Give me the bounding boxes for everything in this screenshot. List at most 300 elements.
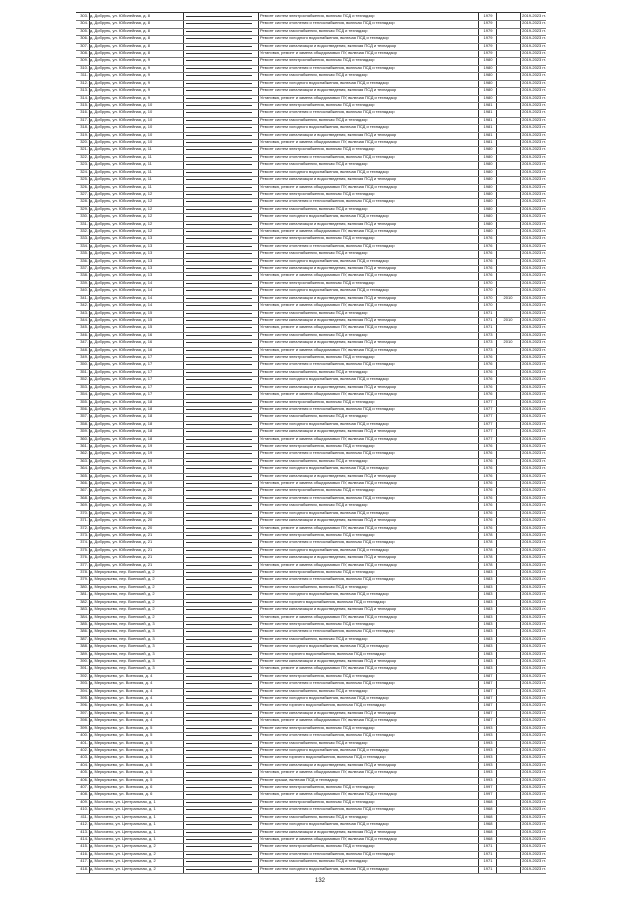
row-planned-period: 2019-2023 гг. [522, 228, 546, 233]
row-blank-field [186, 154, 252, 158]
row-build-year: 1983 [483, 643, 493, 649]
row-address: д. Добрунь, ул. Юбилейная, д. 12 [90, 213, 153, 219]
row-planned-period: 2019-2023 гг. [522, 702, 546, 708]
row-last-repair-year [497, 436, 519, 441]
row-build-year: 1980 [483, 72, 493, 78]
row-number: 327. [80, 190, 88, 196]
row-number: 332. [80, 228, 88, 233]
row-blank-field [186, 480, 252, 484]
row-planned-period: 2019-2023 гг. [522, 190, 546, 196]
row-planned-period: 2019-2023 гг. [522, 465, 546, 471]
row-work-type: Установка, ремонт и замена общедомовых ПУ, включая ПСД и технадзор [260, 769, 397, 775]
row-planned-period: 2019-2023 гг. [522, 509, 546, 515]
row-last-repair-year [497, 665, 519, 670]
row-build-year: 1976 [483, 265, 493, 271]
row-last-repair-year [497, 502, 519, 507]
row-address: д. Меркульево, ул. Военская, д. 4 [90, 709, 153, 715]
row-work-type: Ремонт систем газоснабжения, включая ПСД и технадзор [260, 583, 368, 589]
row-last-repair-year [497, 866, 519, 871]
row-blank-field [186, 65, 252, 69]
row-work-type: Ремонт систем электроснабжения, включая ПСД и технадзор [260, 235, 375, 241]
row-build-year: 1973 [483, 331, 493, 337]
row-blank-field [186, 139, 252, 143]
row-number: 381. [80, 591, 88, 597]
row-work-type: Ремонт систем электроснабжения, включая ПСД и технадзор [260, 620, 375, 626]
row-work-type: Ремонт систем газоснабжения, включая ПСД и технадзор [260, 72, 368, 78]
row-address: д. Добрунь, ул. Юбилейная, д. 10 [90, 139, 153, 145]
row-work-type: Ремонт систем электроснабжения, включая ПСД и технадзор [260, 13, 375, 18]
row-last-repair-year [497, 554, 519, 559]
row-work-type: Установка, ремонт и замена общедомовых ПУ, включая ПСД и технадзор [260, 791, 397, 797]
row-planned-period: 2019-2023 гг. [522, 279, 546, 285]
row-work-type: Ремонт систем канализации и водоотведения, включая ПСД и технадзор [260, 658, 397, 663]
row-address: д. Меркульево, ул. Военская, д. 5 [90, 754, 153, 760]
row-address: д. Добрунь, ул. Юбилейная, д. 20 [90, 524, 153, 530]
row-work-type: Ремонт систем газоснабжения, включая ПСД и технадзор [260, 331, 368, 337]
row-work-type: Ремонт систем холодного водоснабжения, включая ПСД и технадзор [260, 746, 389, 752]
row-address: д. Меркульево, ул. Военская, д. 4 [90, 695, 153, 701]
row-last-repair-year [497, 161, 519, 166]
row-build-year: 1968 [483, 828, 493, 834]
row-work-type: Установка, ремонт и замена общедомовых ПУ, включая ПСД и технадзор [260, 139, 397, 145]
row-planned-period: 2019-2023 гг. [522, 576, 546, 582]
row-number: 350. [80, 361, 88, 367]
row-blank-field [186, 584, 252, 588]
row-planned-period: 2019-2023 гг. [522, 739, 546, 745]
row-planned-period: 2019-2023 гг. [522, 368, 546, 374]
row-blank-field [186, 235, 252, 239]
row-blank-field [186, 213, 252, 217]
row-number: 390. [80, 658, 88, 663]
row-last-repair-year [497, 169, 519, 174]
row-blank-field [186, 695, 252, 699]
row-number: 393. [80, 680, 88, 686]
row-last-repair-year [497, 769, 519, 774]
row-work-type: Установка, ремонт и замена общедомовых ПУ, включая ПСД и технадзор [260, 613, 397, 619]
row-last-repair-year [497, 495, 519, 500]
row-number: 358. [80, 420, 88, 426]
row-number: 359. [80, 428, 88, 434]
row-blank-field [186, 754, 252, 758]
row-planned-period: 2019-2023 гг. [522, 20, 546, 26]
row-address: д. Добрунь, ул. Юбилейная, д. 9 [90, 79, 150, 85]
row-last-repair-year [497, 784, 519, 789]
row-address: д. Добрунь, ул. Юбилейная, д. 21 [90, 554, 153, 560]
row-work-type: Ремонт систем холодного водоснабжения, включая ПСД и технадзор [260, 79, 389, 85]
row-planned-period: 2019-2023 гг. [522, 850, 546, 856]
row-work-type: Ремонт систем холодного водоснабжения, включая ПСД и технадзор [260, 287, 389, 293]
row-number: 368. [80, 494, 88, 500]
row-blank-field [186, 525, 252, 529]
row-work-type: Ремонт систем холодного водоснабжения, включая ПСД и технадзор [260, 213, 389, 219]
row-planned-period: 2019-2023 гг. [522, 813, 546, 819]
row-blank-field [186, 436, 252, 440]
row-build-year: 1997 [483, 784, 493, 790]
row-last-repair-year [497, 576, 519, 581]
row-address: д. Молочено, ул. Центральная, д. 1 [90, 806, 156, 812]
row-planned-period: 2019-2023 гг. [522, 354, 546, 360]
row-address: д. Добрунь, ул. Юбилейная, д. 13 [90, 250, 153, 256]
row-blank-field [186, 354, 252, 358]
row-blank-field [186, 777, 252, 781]
row-build-year: 1971 [483, 865, 493, 871]
row-work-type: Ремонт систем холодного водоснабжения, включая ПСД и технадзор [260, 124, 389, 130]
row-work-type: Ремонт крыши, включая ПСД и технадзор [260, 776, 338, 782]
row-blank-field [186, 688, 252, 692]
row-build-year: 1976 [483, 383, 493, 389]
row-last-repair-year [497, 680, 519, 685]
row-last-repair-year [497, 443, 519, 448]
row-build-year: 1980 [483, 146, 493, 152]
row-address: д. Добрунь, ул. Юбилейная, д. 20 [90, 502, 153, 508]
row-blank-field [186, 821, 252, 825]
row-address: д. Добрунь, ул. Юбилейная, д. 11 [90, 168, 152, 174]
row-address: д. Добрунь, ул. Юбилейная, д. 21 [90, 531, 153, 537]
row-build-year: 1976 [483, 517, 493, 523]
row-last-repair-year [497, 806, 519, 811]
row-number: 375. [80, 546, 88, 552]
row-blank-field [186, 50, 252, 54]
row-work-type: Ремонт систем отопления и теплоснабжения, включая ПСД и технадзор [260, 109, 395, 115]
row-address: д. Добрунь, ул. Юбилейная, д. 21 [90, 539, 153, 545]
row-blank-field [186, 339, 252, 343]
row-work-type: Ремонт систем канализации и водоотведения, включая ПСД и технадзор [260, 294, 397, 300]
row-build-year: 1978 [483, 531, 493, 537]
row-address: д. Добрунь, ул. Юбилейная, д. 18 [90, 398, 153, 404]
row-number: 325. [80, 176, 88, 182]
row-planned-period: 2019-2023 гг. [522, 131, 546, 137]
row-number: 403. [80, 754, 88, 760]
row-planned-period: 2019-2023 гг. [522, 101, 546, 107]
row-number: 416. [80, 850, 88, 856]
row-last-repair-year [497, 57, 519, 62]
row-number: 326. [80, 183, 88, 189]
row-planned-period: 2019-2023 гг. [522, 205, 546, 211]
row-blank-field [186, 20, 252, 24]
row-planned-period: 2019-2023 гг. [522, 709, 546, 715]
row-build-year: 1976 [483, 391, 493, 397]
row-address: д. Добрунь, ул. Юбилейная, д. 15 [90, 309, 153, 315]
row-number: 406. [80, 776, 88, 782]
row-planned-period: 2019-2023 гг. [522, 450, 546, 456]
row-work-type: Ремонт систем газоснабжения, включая ПСД и технадзор [260, 309, 368, 315]
row-build-year: 1970 [483, 294, 493, 300]
row-planned-period: 2019-2023 гг. [522, 858, 546, 864]
row-number: 396. [80, 702, 88, 708]
row-last-repair-year [497, 109, 519, 114]
row-planned-period: 2019-2023 гг. [522, 717, 546, 723]
row-last-repair-year [497, 754, 519, 759]
row-blank-field [186, 421, 252, 425]
row-number: 405. [80, 769, 88, 775]
row-blank-field [186, 450, 252, 454]
row-work-type: Ремонт систем газоснабжения, включая ПСД и технадзор [260, 368, 368, 374]
row-planned-period: 2019-2023 гг. [522, 213, 546, 219]
row-number: 407. [80, 784, 88, 790]
row-address: д. Молочено, ул. Центральная, д. 2 [90, 865, 156, 871]
row-planned-period: 2019-2023 гг. [522, 554, 546, 560]
row-number: 346. [80, 331, 88, 337]
row-address: д. Добрунь, ул. Юбилейная, д. 8 [90, 50, 150, 56]
row-number: 377. [80, 561, 88, 567]
row-planned-period: 2019-2023 гг. [522, 50, 546, 56]
row-work-type: Ремонт систем канализации и водоотведения, включая ПСД и технадзор [260, 316, 397, 322]
row-address: д. Добрунь, ул. Юбилейная, д. 17 [90, 361, 153, 367]
row-work-type: Ремонт систем газоснабжения, включая ПСД и технадзор [260, 635, 368, 641]
row-address: д. Добрунь, ул. Юбилейная, д. 21 [90, 546, 153, 552]
row-address: д. Молочено, ул. Центральная, д. 1 [90, 813, 156, 819]
row-work-type: Ремонт систем канализации и водоотведения, включая ПСД и технадзор [260, 709, 397, 715]
row-build-year: 1983 [483, 635, 493, 641]
row-work-type: Ремонт систем электроснабжения, включая ПСД и технадзор [260, 279, 375, 285]
row-blank-field [186, 665, 252, 669]
row-address: д. Добрунь, ул. Юбилейная, д. 20 [90, 487, 153, 493]
row-build-year: 1987 [483, 687, 493, 693]
row-build-year: 1983 [483, 613, 493, 619]
row-blank-field [186, 124, 252, 128]
row-number: 345. [80, 324, 88, 330]
table-row [76, 866, 546, 874]
row-blank-field [186, 784, 252, 788]
row-work-type: Ремонт систем канализации и водоотведения, включая ПСД и технадзор [260, 828, 397, 834]
row-number: 328. [80, 198, 88, 204]
row-number: 349. [80, 354, 88, 360]
row-work-type: Ремонт систем электроснабжения, включая ПСД и технадзор [260, 487, 375, 493]
row-address: д. Добрунь, ул. Юбилейная, д. 9 [90, 87, 150, 93]
row-address: д. Меркульево, пер. Военский, д. 3 [90, 643, 155, 649]
row-planned-period: 2019-2023 гг. [522, 139, 546, 145]
row-blank-field [186, 680, 252, 684]
row-address: д. Добрунь, ул. Юбилейная, д. 10 [90, 116, 153, 122]
row-work-type: Ремонт систем холодного водоснабжения, включая ПСД и технадзор [260, 695, 389, 701]
row-work-type: Ремонт систем отопления и теплоснабжения, включая ПСД и технадзор [260, 361, 395, 367]
row-planned-period: 2019-2023 гг. [522, 57, 546, 63]
row-build-year: 1993 [483, 769, 493, 775]
row-address: д. Добрунь, ул. Юбилейная, д. 20 [90, 494, 153, 500]
row-number: 303. [80, 13, 88, 18]
row-address: д. Меркульево, пер. Военский, д. 3 [90, 650, 155, 656]
row-build-year: 1980 [483, 87, 493, 93]
row-build-year: 1976 [483, 450, 493, 456]
row-blank-field [186, 443, 252, 447]
row-last-repair-year [497, 250, 519, 255]
row-blank-field [186, 621, 252, 625]
row-work-type: Ремонт систем холодного водоснабжения, включая ПСД и технадзор [260, 376, 389, 382]
row-blank-field [186, 391, 252, 395]
row-number: 309. [80, 57, 88, 63]
row-work-type: Ремонт систем отопления и теплоснабжения, включая ПСД и технадзор [260, 153, 395, 159]
row-blank-field [186, 369, 252, 373]
row-planned-period: 2019-2023 гг. [522, 843, 546, 849]
row-blank-field [186, 576, 252, 580]
row-blank-field [186, 517, 252, 521]
row-number: 374. [80, 539, 88, 545]
row-work-type: Ремонт систем холодного водоснабжения, включая ПСД и технадзор [260, 546, 389, 552]
row-blank-field [186, 717, 252, 721]
row-last-repair-year [497, 332, 519, 337]
row-last-repair-year [497, 20, 519, 25]
row-blank-field [186, 287, 252, 291]
row-build-year: 1976 [483, 524, 493, 530]
row-work-type: Установка, ремонт и замена общедомовых ПУ, включая ПСД и технадзор [260, 524, 397, 530]
row-work-type: Ремонт систем отопления и теплоснабжения, включая ПСД и технадзор [260, 732, 395, 738]
row-address: д. Меркульево, пер. Военский, д. 2 [90, 569, 155, 575]
row-blank-field [186, 614, 252, 618]
row-build-year: 1980 [483, 161, 493, 167]
row-last-repair-year [497, 799, 519, 804]
row-blank-field [186, 858, 252, 862]
row-work-type: Ремонт систем газоснабжения, включая ПСД и технадзор [260, 739, 368, 745]
row-blank-field [186, 651, 252, 655]
row-work-type: Ремонт систем канализации и водоотведения, включая ПСД и технадзор [260, 265, 397, 271]
row-planned-period: 2019-2023 гг. [522, 591, 546, 597]
row-planned-period: 2019-2023 гг. [522, 606, 546, 612]
row-work-type: Ремонт систем горячего водоснабжения, включая ПСД и технадзор [260, 754, 386, 760]
row-number: 370. [80, 509, 88, 515]
row-work-type: Ремонт систем холодного водоснабжения, включая ПСД и технадзор [260, 420, 389, 426]
row-planned-period: 2019-2023 гг. [522, 569, 546, 575]
row-number: 348. [80, 346, 88, 352]
row-address: д. Добрунь, ул. Юбилейная, д. 10 [90, 124, 153, 130]
row-build-year: 1983 [483, 598, 493, 604]
row-blank-field [186, 43, 252, 47]
row-blank-field [186, 866, 252, 870]
row-work-type: Ремонт систем электроснабжения, включая ПСД и технадзор [260, 569, 375, 575]
row-address: д. Добрунь, ул. Юбилейная, д. 8 [90, 13, 150, 18]
row-planned-period: 2019-2023 гг. [522, 361, 546, 367]
row-number: 330. [80, 213, 88, 219]
row-last-repair-year [497, 221, 519, 226]
row-number: 320. [80, 139, 88, 145]
row-blank-field [186, 769, 252, 773]
row-work-type: Ремонт систем отопления и теплоснабжения, включая ПСД и технадзор [260, 20, 395, 26]
row-last-repair-year [497, 302, 519, 307]
row-last-repair-year [497, 702, 519, 707]
row-number: 388. [80, 643, 88, 649]
row-planned-period: 2019-2023 гг. [522, 472, 546, 478]
row-planned-period: 2019-2023 гг. [522, 35, 546, 41]
row-blank-field [186, 132, 252, 136]
row-last-repair-year [497, 843, 519, 848]
row-build-year: 1987 [483, 709, 493, 715]
row-address: д. Добрунь, ул. Юбилейная, д. 11 [90, 176, 152, 182]
row-last-repair-year [497, 458, 519, 463]
row-number: 323. [80, 161, 88, 167]
row-build-year: 1968 [483, 835, 493, 841]
row-blank-field [186, 539, 252, 543]
row-address: д. Добрунь, ул. Юбилейная, д. 15 [90, 324, 153, 330]
row-number: 363. [80, 457, 88, 463]
row-work-type: Ремонт систем отопления и теплоснабжения, включая ПСД и технадзор [260, 628, 395, 634]
row-build-year: 1979 [483, 13, 493, 18]
row-address: д. Меркульево, ул. Военская, д. 4 [90, 672, 153, 678]
row-work-type: Установка, ремонт и замена общедомовых ПУ, включая ПСД и технадзор [260, 324, 397, 330]
row-planned-period: 2019-2023 гг. [522, 806, 546, 812]
row-last-repair-year [497, 139, 519, 144]
row-address: д. Добрунь, ул. Юбилейная, д. 8 [90, 35, 150, 41]
row-build-year: 1981 [483, 101, 493, 107]
row-last-repair-year [497, 265, 519, 270]
row-number: 386. [80, 628, 88, 634]
row-planned-period: 2019-2023 гг. [522, 42, 546, 48]
row-planned-period: 2019-2023 гг. [522, 302, 546, 308]
row-number: 364. [80, 465, 88, 471]
row-last-repair-year [497, 228, 519, 233]
row-number: 314. [80, 94, 88, 100]
row-address: д. Добрунь, ул. Юбилейная, д. 15 [90, 316, 153, 322]
row-blank-field [186, 102, 252, 106]
row-blank-field [186, 184, 252, 188]
row-build-year: 1976 [483, 502, 493, 508]
row-blank-field [186, 146, 252, 150]
row-address: д. Добрунь, ул. Юбилейная, д. 20 [90, 517, 153, 523]
row-number: 379. [80, 576, 88, 582]
row-last-repair-year [497, 102, 519, 107]
row-work-type: Ремонт систем отопления и теплоснабжения, включая ПСД и технадзор [260, 64, 395, 70]
row-number: 321. [80, 146, 88, 152]
row-address: д. Добрунь, ул. Юбилейная, д. 10 [90, 131, 153, 137]
row-build-year: 1987 [483, 717, 493, 723]
row-planned-period: 2019-2023 гг. [522, 383, 546, 389]
row-build-year: 1978 [483, 554, 493, 560]
row-build-year: 1977 [483, 398, 493, 404]
row-address: д. Добрунь, ул. Юбилейная, д. 17 [90, 376, 153, 382]
row-build-year: 1976 [483, 457, 493, 463]
row-last-repair-year [497, 487, 519, 492]
row-number: 355. [80, 398, 88, 404]
row-number: 410. [80, 806, 88, 812]
row-last-repair-year [497, 146, 519, 151]
row-number: 319. [80, 131, 88, 137]
row-number: 401. [80, 739, 88, 745]
row-address: д. Добрунь, ул. Юбилейная, д. 16 [90, 331, 153, 337]
row-build-year: 1983 [483, 620, 493, 626]
row-work-type: Ремонт систем канализации и водоотведения, включая ПСД и технадзор [260, 761, 397, 767]
row-work-type: Ремонт систем газоснабжения, включая ПСД и технадзор [260, 250, 368, 256]
row-planned-period: 2019-2023 гг. [522, 769, 546, 775]
row-build-year: 1977 [483, 428, 493, 434]
row-work-type: Установка, ремонт и замена общедомовых ПУ, включая ПСД и технадзор [260, 302, 397, 308]
row-address: д. Добрунь, ул. Юбилейная, д. 12 [90, 190, 153, 196]
row-planned-period: 2019-2023 гг. [522, 309, 546, 315]
row-last-repair-year [497, 72, 519, 77]
row-build-year: 1976 [483, 361, 493, 367]
row-planned-period: 2019-2023 гг. [522, 784, 546, 790]
row-address: д. Меркульево, пер. Военский, д. 3 [90, 665, 155, 671]
row-planned-period: 2019-2023 гг. [522, 413, 546, 419]
row-work-type: Ремонт систем канализации и водоотведения, включая ПСД и технадзор [260, 339, 397, 345]
row-build-year: 1978 [483, 561, 493, 567]
row-work-type: Ремонт систем газоснабжения, включая ПСД и технадзор [260, 502, 368, 508]
row-number: 413. [80, 828, 88, 834]
row-work-type: Ремонт систем канализации и водоотведения, включая ПСД и технадзор [260, 87, 397, 93]
row-build-year: 1987 [483, 672, 493, 678]
row-blank-field [186, 510, 252, 514]
row-blank-field [186, 243, 252, 247]
row-number: 412. [80, 821, 88, 827]
row-address: д. Молочено, ул. Центральная, д. 1 [90, 821, 156, 827]
row-blank-field [186, 487, 252, 491]
row-work-type: Ремонт систем электроснабжения, включая ПСД и технадзор [260, 672, 375, 678]
row-address: д. Добрунь, ул. Юбилейная, д. 19 [90, 443, 153, 448]
row-number: 307. [80, 42, 88, 48]
row-work-type: Установка, ремонт и замена общедомовых ПУ, включая ПСД и технадзор [260, 94, 397, 100]
row-blank-field [186, 554, 252, 558]
row-blank-field [186, 836, 252, 840]
row-build-year: 1993 [483, 732, 493, 738]
row-number: 329. [80, 205, 88, 211]
row-address: д. Молочено, ул. Центральная, д. 1 [90, 828, 156, 834]
